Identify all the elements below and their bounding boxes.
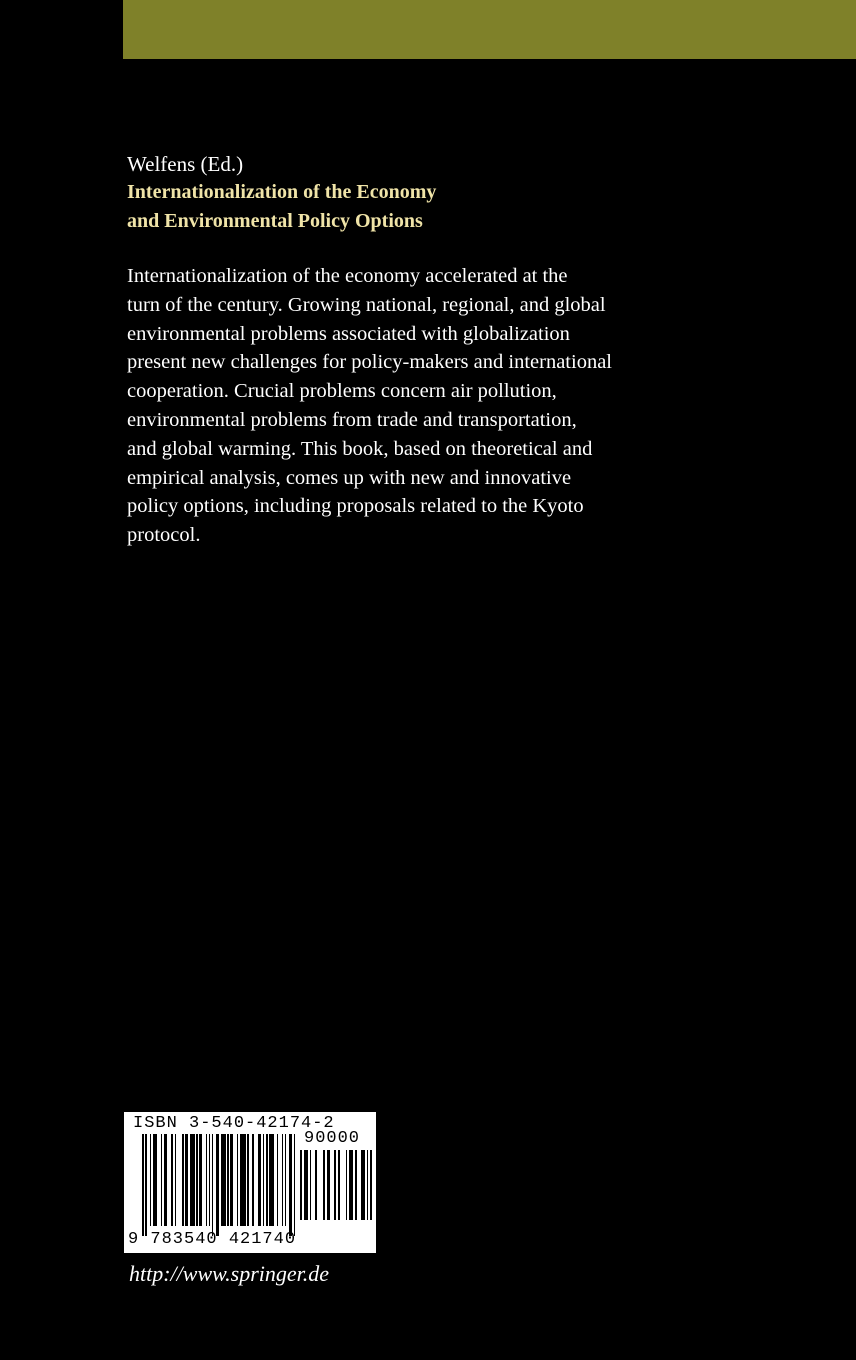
- barcode-bar: [206, 1134, 208, 1226]
- barcode-bar: [237, 1134, 239, 1226]
- barcode-bar: [289, 1134, 292, 1236]
- barcode-bar: [294, 1134, 296, 1236]
- barcode-bar: [145, 1134, 147, 1236]
- description-line: environmental problems from trade and transportation,: [127, 408, 577, 431]
- barcode-bar: [310, 1150, 312, 1220]
- editor-credit: Welfens (Ed.): [127, 152, 244, 176]
- title-line: and Environmental Policy Options: [127, 210, 423, 232]
- barcode-bar: [367, 1150, 369, 1220]
- barcode-bar: [323, 1150, 325, 1220]
- barcode-bar: [164, 1134, 167, 1226]
- barcode-bar: [150, 1134, 152, 1226]
- isbn-number: ISBN 3-540-42174-2: [133, 1114, 335, 1133]
- description-line: policy options, including proposals related to the Kyoto: [127, 495, 584, 518]
- ean-number: 9 783540 421740: [128, 1230, 297, 1249]
- book-title: [127, 178, 436, 236]
- barcode-bar: [349, 1150, 353, 1220]
- barcode-bar: [230, 1134, 233, 1226]
- barcode-bar: [227, 1134, 229, 1226]
- barcode-bar: [171, 1134, 173, 1226]
- description-line: turn of the century. Growing national, regional, and global: [127, 293, 606, 316]
- barcode-bar: [240, 1134, 246, 1226]
- barcode-bar: [355, 1150, 357, 1220]
- book-description: [127, 262, 647, 550]
- barcode-bar: [327, 1150, 331, 1220]
- barcode-bar: [277, 1134, 279, 1226]
- barcode-bar: [266, 1134, 268, 1226]
- barcode-bar: [263, 1134, 265, 1226]
- barcode-bar: [370, 1150, 372, 1220]
- barcode-bar: [209, 1134, 211, 1226]
- description-line: present new challenges for policy-makers and international: [127, 351, 612, 374]
- barcode-bar: [346, 1150, 348, 1220]
- addon-barcode-bars: [300, 1150, 370, 1228]
- barcode-bar: [185, 1134, 188, 1226]
- description-line: empirical analysis, comes up with new and innovative: [127, 466, 572, 489]
- barcode-bar: [182, 1134, 184, 1226]
- top-color-band: [123, 0, 856, 59]
- barcode-bar: [304, 1150, 308, 1220]
- barcode-bar: [199, 1134, 202, 1226]
- barcode-bar: [282, 1134, 284, 1226]
- description-line: cooperation. Crucial problems concern air pollution,: [127, 380, 557, 403]
- barcode-bar: [216, 1134, 219, 1236]
- price-addon-number: 90000: [304, 1129, 361, 1148]
- barcode-bar: [334, 1150, 336, 1220]
- barcode-bar: [247, 1134, 249, 1226]
- ean-barcode-bars: [142, 1134, 294, 1236]
- barcode-bar: [196, 1134, 198, 1226]
- barcode-bar: [190, 1134, 195, 1226]
- title-line: Internationalization of the Economy: [127, 181, 437, 203]
- barcode-bar: [175, 1134, 177, 1226]
- barcode-bar: [269, 1134, 274, 1226]
- description-line: Internationalization of the economy accelerated at the: [127, 265, 568, 287]
- description-line: environmental problems associated with globalization: [127, 322, 570, 345]
- barcode-bar: [212, 1134, 214, 1236]
- barcode-bar: [252, 1134, 254, 1226]
- barcode-bar: [258, 1134, 261, 1226]
- isbn-barcode: [124, 1112, 376, 1253]
- barcode-bar: [161, 1134, 163, 1226]
- barcode-bar: [315, 1150, 317, 1220]
- barcode-bar: [300, 1150, 302, 1220]
- description-line: protocol.: [127, 524, 201, 547]
- barcode-bar: [221, 1134, 226, 1226]
- barcode-bar: [142, 1134, 144, 1236]
- barcode-bar: [153, 1134, 158, 1226]
- description-line: and global warming. This book, based on theoretical and: [127, 437, 593, 460]
- publisher-url[interactable]: http://www.springer.de: [129, 1261, 330, 1286]
- barcode-bar: [361, 1150, 365, 1220]
- barcode-bar: [285, 1134, 287, 1226]
- barcode-bar: [338, 1150, 340, 1220]
